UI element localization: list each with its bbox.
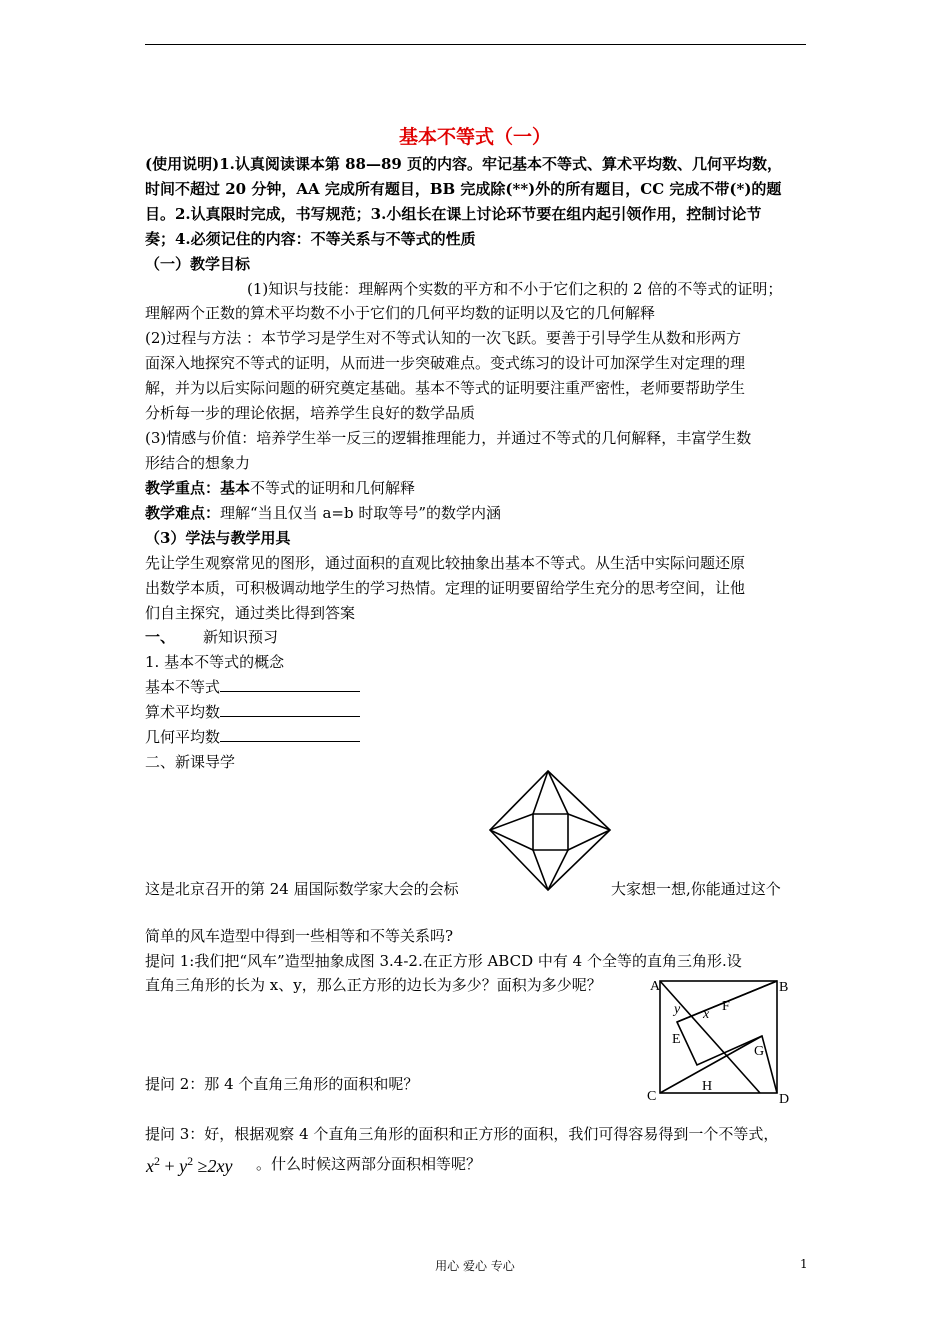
field-geometric-mean-blank[interactable] <box>220 727 360 742</box>
label-C: C <box>647 1089 657 1104</box>
field-basic-inequality-blank[interactable] <box>220 677 360 692</box>
goals-line-3: (2)过程与方法 ：本节学习是学生对不等式认知的一次飞跃。要善于引导学生从数和形两方 <box>145 329 742 347</box>
label-H: H <box>702 1079 713 1094</box>
formula-y: y <box>179 1156 188 1176</box>
preview-subheading: 1. 基本不等式的概念 <box>145 653 285 671</box>
methods-heading: （3）学法与教学用具 <box>145 529 291 547</box>
methods-line-1: 先让学生观察常见的图形，通过面积的直观比较抽象出基本不等式。从生活中实际问题还原 <box>145 554 746 572</box>
field-basic-inequality <box>145 676 360 697</box>
instructions-line-1: (使用说明)1.认真阅读课本第 88—89 页的内容。牢记基本不等式、算术平均数、几何平均数， <box>145 155 783 173</box>
field-geometric-mean <box>145 726 360 747</box>
key-point <box>145 477 415 498</box>
difficulty-text: 理解“当且仅当 a=b 时取等号”的数学内涵 <box>220 504 502 522</box>
formula-exponent-1: 2 <box>154 1154 160 1168</box>
label-F: F <box>722 999 730 1014</box>
goals-line-1: (1)知识与技能：理解两个实数的平方和不小于它们之积的 2 倍的不等式的证明； <box>247 280 783 298</box>
page-number: 1 <box>800 1257 808 1271</box>
formula-rhs: 2xy <box>207 1156 233 1176</box>
logo-caption-left: 这是北京召开的第 24 届国际数学家大会的会标 <box>145 880 459 898</box>
logo-question: 简单的风车造型中得到一些相等和不等关系吗? <box>145 927 454 945</box>
goals-line-2: 理解两个正数的算术平均数不小于它们的几何平均数的证明以及它的几何解释 <box>145 304 656 322</box>
label-E: E <box>672 1032 681 1047</box>
inner-square-efgh <box>677 981 777 1093</box>
page-title: 基本不等式（一） <box>398 126 551 148</box>
formula-exponent-2: 2 <box>187 1154 194 1168</box>
label-y: y <box>674 1002 681 1017</box>
field-geometric-mean-label: 几何平均数 <box>145 728 221 746</box>
instructions-line-3: 目。2.认真限时完成，书写规范；3.小组长在课上讨论环节要在组内起引领作用，控制讨论节 <box>145 205 762 223</box>
goals-line-6: 分析每一步的理论依据，培养学生良好的数学品质 <box>145 404 476 422</box>
question-3-line-1: 提问 3：好，根据观察 4 个直角三角形的面积和正方形的面积，我们可得容易得到一个不等式， <box>145 1125 779 1143</box>
formula-plus: + <box>164 1156 175 1176</box>
square-abcd-figure <box>645 975 800 1110</box>
label-B: B <box>779 980 789 995</box>
congress-logo-image <box>486 766 614 896</box>
inequality-formula <box>146 1154 233 1177</box>
question-3-line-2: 。什么时候这两部分面积相等呢？ <box>256 1155 482 1173</box>
difficulty <box>145 502 501 523</box>
goals-line-4: 面深入地探究不等式的证明，从而进一步突破难点。变式练习的设计可加深学生对定理的理 <box>145 354 746 372</box>
field-basic-inequality-label: 基本不等式 <box>145 678 221 696</box>
question-2: 提问 2：那 4 个直角三角形的面积和呢？ <box>145 1075 419 1093</box>
lesson-heading: 二、新课导学 <box>145 753 236 771</box>
question-1-line-2: 直角三角形的长为 x、y，那么正方形的边长为多少？面积为多少呢？ <box>145 976 602 994</box>
field-arithmetic-mean-label: 算术平均数 <box>145 703 221 721</box>
key-point-label: 教学重点： <box>145 479 221 497</box>
logo-inner-square <box>533 814 568 850</box>
instructions-line-2: 时间不超过 20 分钟，AA 完成所有题目，BB 完成除(**)外的所有题目，CC 完成不带(*)的题 <box>145 180 782 198</box>
preview-heading-number: 一、 <box>145 628 176 646</box>
methods-line-3: 们自主探究，通过类比得到答案 <box>145 604 356 622</box>
methods-line-2: 出数学本质，可积极调动地学生的学习热情。定理的证明要留给学生充分的思考空间，让他 <box>145 579 746 597</box>
label-D: D <box>779 1092 790 1107</box>
label-G: G <box>754 1044 765 1059</box>
formula-geq: ≥ <box>197 1156 208 1176</box>
goals-line-8: 形结合的想象力 <box>145 454 251 472</box>
goals-line-5: 解，并为以后实际问题的研究奠定基础。基本不等式的证明要注重严密性，老师要帮助学生 <box>145 379 746 397</box>
logo-caption-right: 大家想一想,你能通过这个 <box>611 880 781 898</box>
header-rule <box>145 44 806 45</box>
key-point-text: 不等式的证明和几何解释 <box>250 479 416 497</box>
goals-line-7: (3)情感与价值：培养学生举一反三的逻辑推理能力，并通过不等式的几何解释，丰富学生数 <box>145 429 752 447</box>
logo-outer-square <box>490 771 610 890</box>
field-arithmetic-mean-blank[interactable] <box>220 702 360 717</box>
field-arithmetic-mean <box>145 701 360 722</box>
preview-heading: 新知识预习 <box>203 628 279 646</box>
formula-x: x <box>146 1156 154 1176</box>
goals-heading: （一）教学目标 <box>145 255 251 273</box>
label-A: A <box>650 979 661 994</box>
label-x: x <box>703 1007 710 1022</box>
key-point-label-2: 基本 <box>220 479 251 497</box>
difficulty-label: 教学难点： <box>145 504 221 522</box>
footer-motto: 用心 爱心 专心 <box>435 1259 515 1273</box>
instructions-line-4: 奏；4.必须记住的内容：不等关系与不等式的性质 <box>145 230 476 248</box>
question-1-line-1: 提问 1:我们把“风车”造型抽象成图 3.4-2.在正方形 ABCD 中有 4 个全等的直角三角形.设 <box>145 952 742 970</box>
